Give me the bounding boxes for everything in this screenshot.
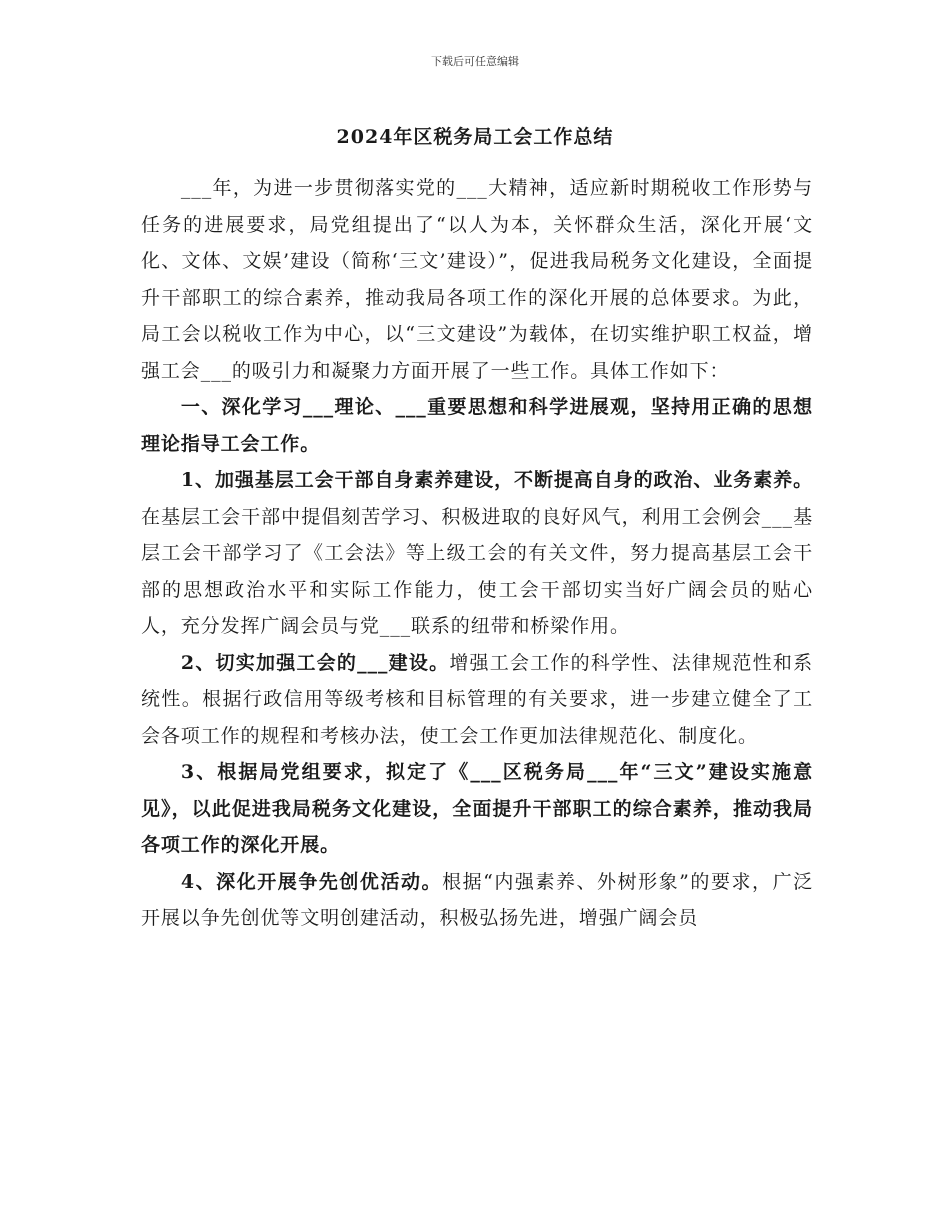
document-body bbox=[141, 170, 813, 937]
paragraph-item-2: 2、切实加强工会的___建设。增强工会工作的科学性、法律规范性和系统性。根据行政信用等级考核和目标管理的有关要求，进一步建立健全了工会各项工作的规程和考核办法，使工会工作更加法律规范化、制度化。 bbox=[141, 651, 813, 747]
paragraph-item-1: 1、加强基层工会干部自身素养建设，不断提高自身的政治、业务素养。在基层工会干部中提倡刻苦学习、积极进取的良好风气，利用工会例会___基层工会干部学习了《工会法》等上级工会的有关文件，努力提高基层工会干部的思想政治水平和实际工作能力，使工会干部切实当好广阔会员的贴心人，充分发挥广阔会员与党___联系的纽带和桥梁作用。 bbox=[141, 469, 813, 637]
paragraph-intro: ___年，为进一步贯彻落实党的___大精神，适应新时期税收工作形势与任务的进展要求，局党组提出了“以人为本，关怀群众生活，深化开展‘文化、文体、文娱’建设（简称‘三文’建设）”，促进我局税务文化建设，全面提升干部职工的综合素养，推动我局各项工作的深化开展的总体要求。为此，局工会以税收工作为中心，以“三文建设”为载体，在切实维护职工权益，增强工会___的吸引力和凝聚力方面开展了一些工作。具体工作如下： bbox=[141, 177, 813, 382]
paragraph-item-3: 3、根据局党组要求，拟定了《___区税务局___年“三文”建设实施意见》，以此促进我局税务文化建设，全面提升干部职工的综合素养，推动我局各项工作的深化开展。 bbox=[141, 761, 813, 856]
page-header-note: 下载后可任意编辑 bbox=[431, 55, 519, 68]
paragraph-section-1-heading: 一、深化学习___理论、___重要思想和科学进展观，坚持用正确的思想理论指导工会工作。 bbox=[141, 396, 813, 455]
document-title: 2024年区税务局工会工作总结 bbox=[336, 126, 614, 148]
paragraph-item-4: 4、深化开展争先创优活动。根据“内强素养、外树形象”的要求，广泛开展以争先创优等文明创建活动，积极弘扬先进，增强广阔会员 bbox=[141, 870, 814, 929]
